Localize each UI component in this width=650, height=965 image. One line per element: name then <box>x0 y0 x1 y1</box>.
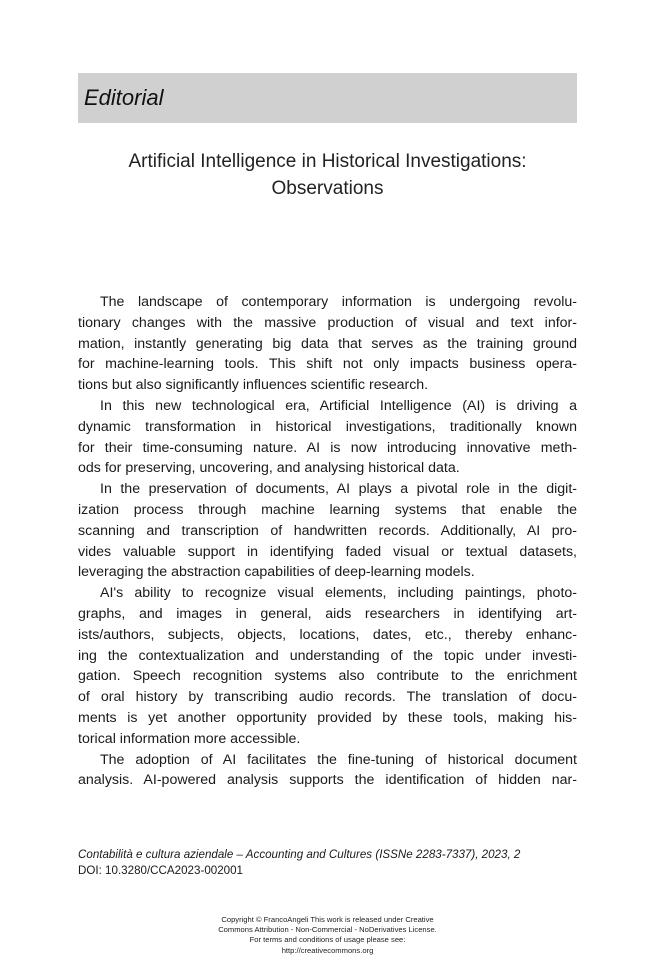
title-line: Artificial Intelligence in Historical Investigations: <box>128 151 527 172</box>
text-line: analysis. AI-powered analysis supports the identification of hidden nar- <box>78 772 577 789</box>
license-line: For terms and conditions of usage please see: <box>249 935 406 945</box>
text-line: torical information more accessible. <box>78 730 301 747</box>
text-line: The landscape of contemporary information is undergoing revolu- <box>100 294 577 310</box>
text-line: ods for preserving, uncovering, and analysing historical data. <box>78 460 460 477</box>
article-body <box>78 292 577 791</box>
license-line: Copyright © FrancoAngeli This work is released under Creative <box>221 915 434 924</box>
text-line: In the preservation of documents, AI plays a pivotal role in the digit- <box>100 481 577 498</box>
article-title <box>78 148 577 202</box>
paragraph <box>78 292 577 396</box>
text-line: graphs, and images in general, aids researchers in identifying art- <box>78 605 577 622</box>
text-line: for machine-learning tools. This shift not only impacts business opera- <box>78 356 577 373</box>
text-line: of oral history by transcribing audio records. The translation of docu- <box>78 689 577 706</box>
paragraph <box>78 583 577 749</box>
text-line: leveraging the abstraction capabilities of deep-learning models. <box>78 564 475 581</box>
text-line: vides valuable support in identifying faded visual or textual datasets, <box>78 543 577 560</box>
text-line: scanning and transcription of handwritten records. Additionally, AI pro- <box>78 522 577 539</box>
title-line: Observations <box>271 178 384 199</box>
paragraph <box>78 479 577 583</box>
license-line: Commons Attribution - Non-Commercial - NoDerivatives License. <box>218 925 437 935</box>
license-notice <box>150 915 505 956</box>
text-line: ization process through machine learning systems that enable the <box>78 501 577 518</box>
journal-citation: Contabilità e cultura aziendale – Accounting and Cultures (ISSNe 2283-7337), 2023, 2 <box>78 848 521 861</box>
text-line: ments is yet another opportunity provided by these tools, making his- <box>78 709 577 726</box>
paragraph <box>78 750 577 792</box>
text-line: In this new technological era, Artificial Intelligence (AI) is driving a <box>100 397 577 414</box>
text-line: ists/authors, subjects, objects, locations, dates, etc., thereby enhanc- <box>78 626 577 643</box>
text-line: The adoption of AI facilitates the fine-tuning of historical document <box>100 751 577 768</box>
text-line: tionary changes with the massive production of visual and text infor- <box>78 314 577 331</box>
text-line: gation. Speech recognition systems also contribute to the enrichment <box>78 668 577 685</box>
text-line: ing the contextualization and understanding of the topic under investi- <box>78 647 577 664</box>
doi: DOI: 10.3280/CCA2023-002001 <box>78 864 244 877</box>
text-line: tions but also significantly influences scientific research. <box>78 377 429 394</box>
text-line: mation, instantly generating big data that serves as the training ground <box>78 335 577 352</box>
paragraph <box>78 396 577 479</box>
text-line: dynamic transformation in historical investigations, traditionally known <box>78 418 577 435</box>
text-line: AI's ability to recognize visual elements, including paintings, photo- <box>100 585 577 602</box>
section-header-band <box>78 73 577 123</box>
section-label: Editorial <box>84 85 164 110</box>
journal-footer <box>78 847 577 879</box>
license-link[interactable]: http://creativecommons.org <box>281 945 374 955</box>
text-line: for their time-consuming nature. AI is now introducing innovative meth- <box>78 439 577 456</box>
